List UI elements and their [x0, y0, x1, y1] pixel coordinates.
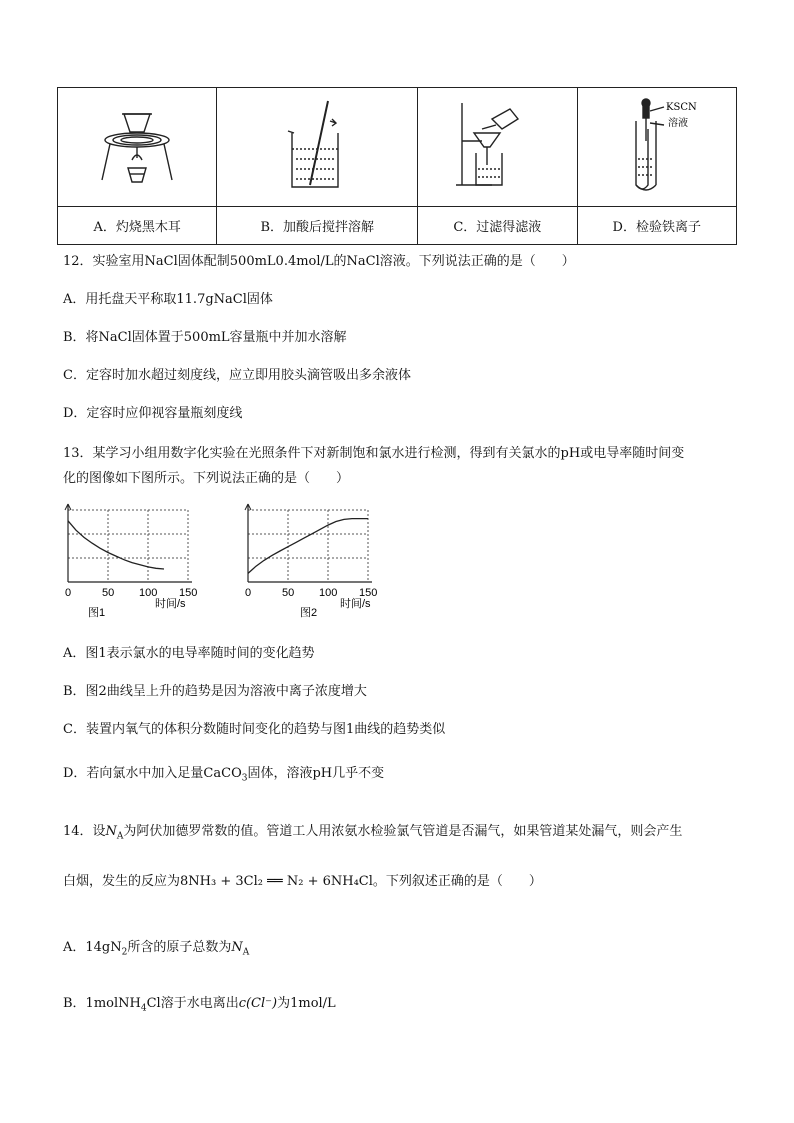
figure-2-chart — [240, 500, 380, 620]
figure-1-grid — [68, 510, 188, 582]
solution-label: 溶液 — [667, 118, 688, 129]
na-subscript: A — [116, 831, 124, 842]
figure-2-grid — [248, 510, 368, 582]
figure-2-title: 图2 — [300, 607, 318, 619]
q13-option-c: C．装置内氧气的体积分数随时间变化的趋势与图1曲线的趋势类似 — [63, 722, 446, 737]
figure-2-xlabel: 时间/s — [340, 598, 371, 610]
reaction-equation: 8NH₃ + 3Cl₂ ══ N₂ + 6NH₄Cl — [180, 874, 373, 889]
apparatus-cell-d — [577, 88, 736, 207]
q14-stem-line1 — [63, 820, 682, 842]
q13-option-d-post: 固体，溶液pH几乎不变 — [247, 766, 385, 781]
caption-b: B．加酸后搅拌溶解 — [217, 207, 418, 245]
caption-a: A．灼烧黑木耳 — [58, 207, 217, 245]
caption-d: D．检验铁离子 — [577, 207, 736, 245]
q12-option-a: A．用托盘天平称取11.7gNaCl固体 — [63, 292, 273, 307]
apparatus-table — [57, 87, 737, 245]
q14-b-mid: Cl溶于水电离出 — [146, 996, 239, 1011]
caption-c: C．过滤得滤液 — [418, 207, 577, 245]
figure-1-xlabel: 时间/s — [155, 598, 186, 610]
q14-stem-pre: 14．设 — [63, 824, 106, 839]
q14-a-sub: 2 — [121, 947, 128, 958]
q12-stem: 12．实验室用NaCl固体配制500mL0.4mol/L的NaCl溶液。下列说法正确的是（ ） — [63, 254, 575, 269]
apparatus-cell-c — [418, 88, 577, 207]
q14-option-b — [63, 992, 336, 1014]
kscn-label: KSCN — [665, 102, 697, 113]
q14-a-na-sub: A — [242, 947, 250, 958]
g1-tick-label: 0 — [65, 587, 72, 599]
q14-stem-post: 为阿伏加德罗常数的值。管道工人用浓氨水检验氯气管道是否漏气，如果管道某处漏气，则会产生 — [123, 824, 683, 839]
q13-option-a: A．图1表示氯水的电导率随时间的变化趋势 — [63, 646, 315, 661]
apparatus-cell-b — [217, 88, 418, 207]
na-symbol: N — [105, 824, 117, 839]
g1-tick-label: 150 — [179, 587, 198, 599]
q13-option-d-pre: D．若向氯水中加入足量CaCO — [63, 766, 242, 781]
g1-tick-label: 100 — [139, 587, 158, 599]
g1-tick-label: 50 — [102, 587, 115, 599]
q14-b-concentration: c(Cl⁻) — [238, 996, 278, 1011]
g2-tick-label: 150 — [359, 587, 378, 599]
q13-option-d — [63, 762, 384, 784]
q14-a-na: N — [231, 940, 243, 955]
g2-tick-label: 100 — [319, 587, 338, 599]
figure-1-title: 图1 — [88, 607, 106, 619]
q13-stem-line1: 13．某学习小组用数字化实验在光照条件下对新制饱和氯水进行检测，得到有关氯水的pH或电导率随时间变 — [63, 446, 685, 461]
q14-a-post: 所含的原子总数为 — [127, 940, 232, 955]
q12-option-d: D．定容时应仰视容量瓶刻度线 — [63, 406, 243, 421]
q14-stem-line2 — [63, 870, 542, 889]
q14-stem2-post: 。下列叙述正确的是（ ） — [372, 874, 542, 889]
q12-option-b: B．将NaCl固体置于500mL容量瓶中并加水溶解 — [63, 330, 347, 345]
q13-stem-line2: 化的图像如下图所示。下列说法正确的是（ ） — [63, 471, 350, 486]
q14-b-sub: 4 — [140, 1003, 147, 1014]
g2-tick-label: 50 — [282, 587, 295, 599]
figure-1-series-line — [68, 521, 164, 569]
apparatus-cell-a — [58, 88, 217, 207]
q13-option-b: B．图2曲线呈上升的趋势是因为溶液中离子浓度增大 — [63, 684, 367, 699]
filtration-funnel-icon — [452, 95, 542, 195]
figure-1-chart — [60, 500, 200, 620]
q12-option-c: C．定容时加水超过刻度线，应立即用胶头滴管吸出多余液体 — [63, 368, 411, 383]
q14-a-pre: A．14gN — [63, 940, 122, 955]
q14-b-post: 为1mol/L — [277, 996, 336, 1011]
figure-2-series-line — [248, 519, 368, 574]
test-tube-dropper-icon — [612, 95, 702, 195]
beaker-with-stirring-rod-icon — [272, 95, 362, 195]
q14-stem2-pre: 白烟，发生的反应为 — [63, 874, 181, 889]
q13-option-d-sub: 3 — [241, 773, 248, 784]
q14-option-a — [63, 936, 249, 958]
crucible-on-tripod-icon — [92, 100, 182, 190]
q14-b-pre: B．1molNH — [63, 996, 141, 1011]
g2-tick-label: 0 — [245, 587, 252, 599]
